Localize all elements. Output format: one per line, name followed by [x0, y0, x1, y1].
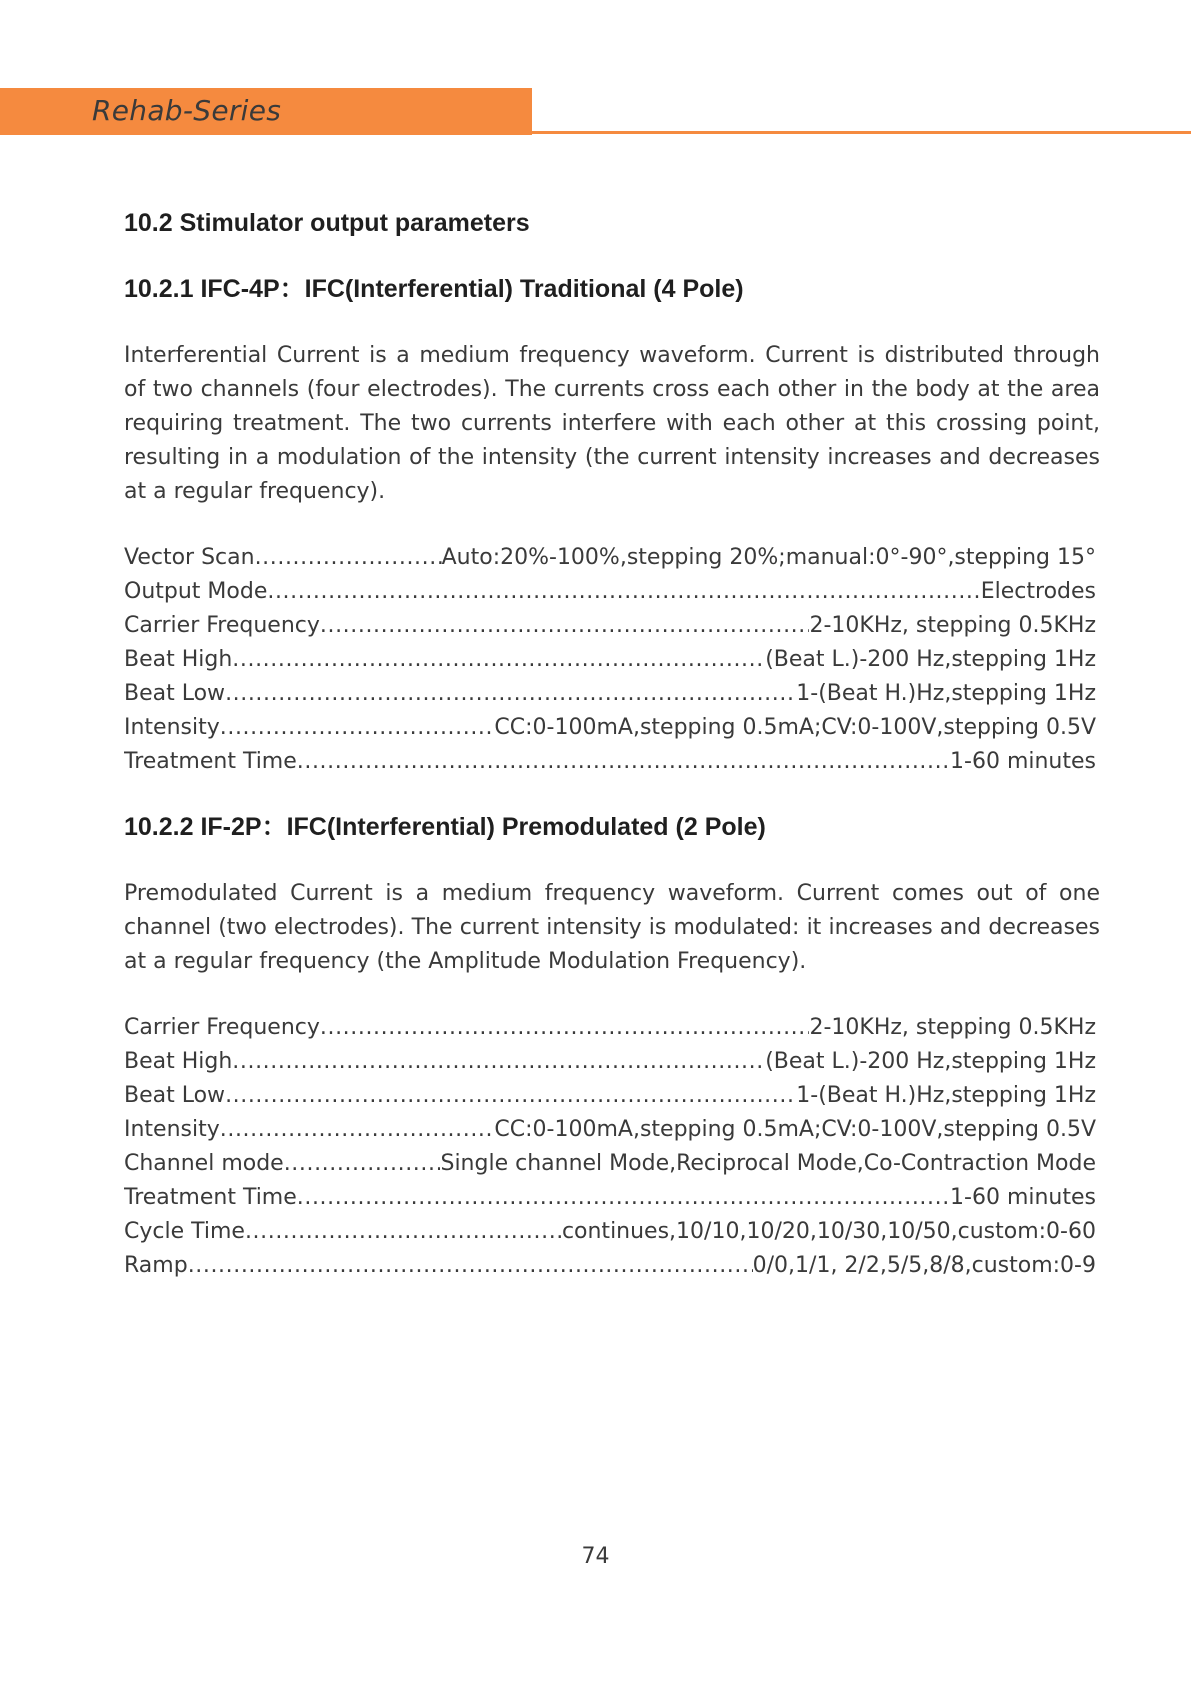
if2p-description: Premodulated Current is a medium frequency waveform. Current comes out of one channel (two electrodes). The current intensity is modulated: it increases and decreases at a regular frequency (the Amplitude Modulation Frequency). [124, 881, 1100, 974]
spec-row [124, 643, 1096, 677]
dot-leader [297, 745, 950, 779]
ifc4p-heading: 10.2.1 IFC-4P：IFC(Interferential) Traditional (4 Pole) [124, 275, 744, 303]
dot-leader [220, 1113, 495, 1147]
spec-value: 1-60 minutes [950, 749, 1096, 774]
spec-label: Vector Scan [124, 545, 255, 570]
spec-row [124, 1147, 1096, 1181]
spec-value: 1-(Beat H.)Hz,stepping 1Hz [796, 1083, 1096, 1108]
spec-value: continues,10/10,10/20,10/30,10/50,custom:0-60 [561, 1219, 1096, 1244]
if2p-spec-list [124, 1011, 1100, 1283]
spec-row [124, 575, 1096, 609]
dot-leader [255, 541, 442, 575]
spec-value: CC:0-100mA,stepping 0.5mA;CV:0-100V,stepping 0.5V [494, 1117, 1096, 1142]
spec-value: (Beat L.)-200 Hz,stepping 1Hz [765, 1049, 1096, 1074]
dot-leader [297, 1181, 950, 1215]
spec-row [124, 1045, 1096, 1079]
spec-row [124, 1113, 1096, 1147]
spec-row [124, 1249, 1096, 1283]
spec-row [124, 745, 1096, 779]
spec-value: 1-60 minutes [950, 1185, 1096, 1210]
dot-leader [188, 1249, 753, 1283]
spec-value: CC:0-100mA,stepping 0.5mA;CV:0-100V,stepping 0.5V [494, 715, 1096, 740]
dot-leader [232, 1045, 765, 1079]
section-heading: 10.2 Stimulator output parameters [124, 209, 530, 237]
spec-row [124, 1011, 1096, 1045]
page-content [124, 205, 1100, 1313]
spec-label: Intensity [124, 715, 220, 740]
spec-value: 0/0,1/1, 2/2,5/5,8/8,custom:0-9 [752, 1253, 1096, 1278]
dot-leader [225, 1079, 796, 1113]
spec-value: 2-10KHz, stepping 0.5KHz [809, 613, 1096, 638]
dot-leader [225, 677, 796, 711]
spec-row [124, 609, 1096, 643]
spec-label: Carrier Frequency [124, 1015, 320, 1040]
spec-label: Beat Low [124, 681, 226, 706]
spec-label: Cycle Time [124, 1219, 245, 1244]
ifc4p-description: Interferential Current is a medium frequency waveform. Current is distributed through of two channels (four electrodes). The currents cross each other in the body at the area requiring treatment. The two currents interfere with each other at this crossing point, resulting in a modulation of the intensity (the current intensity increases and decreases at a regular frequency). [124, 343, 1100, 504]
spec-value: (Beat L.)-200 Hz,stepping 1Hz [765, 647, 1096, 672]
spec-row [124, 541, 1096, 575]
series-title: Rehab-Series [92, 94, 282, 127]
spec-label: Treatment Time [124, 749, 297, 774]
spec-row [124, 711, 1096, 745]
spec-label: Beat High [124, 647, 233, 672]
dot-leader [267, 575, 980, 609]
spec-value: 2-10KHz, stepping 0.5KHz [809, 1015, 1096, 1040]
header-rule [532, 131, 1191, 134]
spec-value: 1-(Beat H.)Hz,stepping 1Hz [796, 681, 1096, 706]
spec-label: Channel mode [124, 1151, 284, 1176]
spec-label: Treatment Time [124, 1185, 297, 1210]
spec-row [124, 1079, 1096, 1113]
spec-label: Carrier Frequency [124, 613, 320, 638]
spec-label: Ramp [124, 1253, 188, 1278]
spec-label: Beat High [124, 1049, 233, 1074]
spec-label: Output Mode [124, 579, 268, 604]
spec-label: Intensity [124, 1117, 220, 1142]
page-number: 74 [581, 1544, 610, 1569]
spec-value: Electrodes [980, 579, 1096, 604]
dot-leader [220, 711, 495, 745]
if2p-heading: 10.2.2 IF-2P：IFC(Interferential) Premodulated (2 Pole) [124, 813, 766, 841]
spec-label: Beat Low [124, 1083, 226, 1108]
ifc4p-spec-list [124, 541, 1100, 779]
dot-leader [245, 1215, 562, 1249]
dot-leader [320, 1011, 810, 1045]
spec-row [124, 1181, 1096, 1215]
spec-value: Single channel Mode,Reciprocal Mode,Co-Contraction Mode [440, 1151, 1096, 1176]
dot-leader [320, 609, 810, 643]
spec-row [124, 677, 1096, 711]
spec-value: Auto:20%-100%,stepping 20%;manual:0°-90°,stepping 15° [441, 545, 1096, 570]
dot-leader [284, 1147, 441, 1181]
dot-leader [232, 643, 765, 677]
spec-row [124, 1215, 1096, 1249]
